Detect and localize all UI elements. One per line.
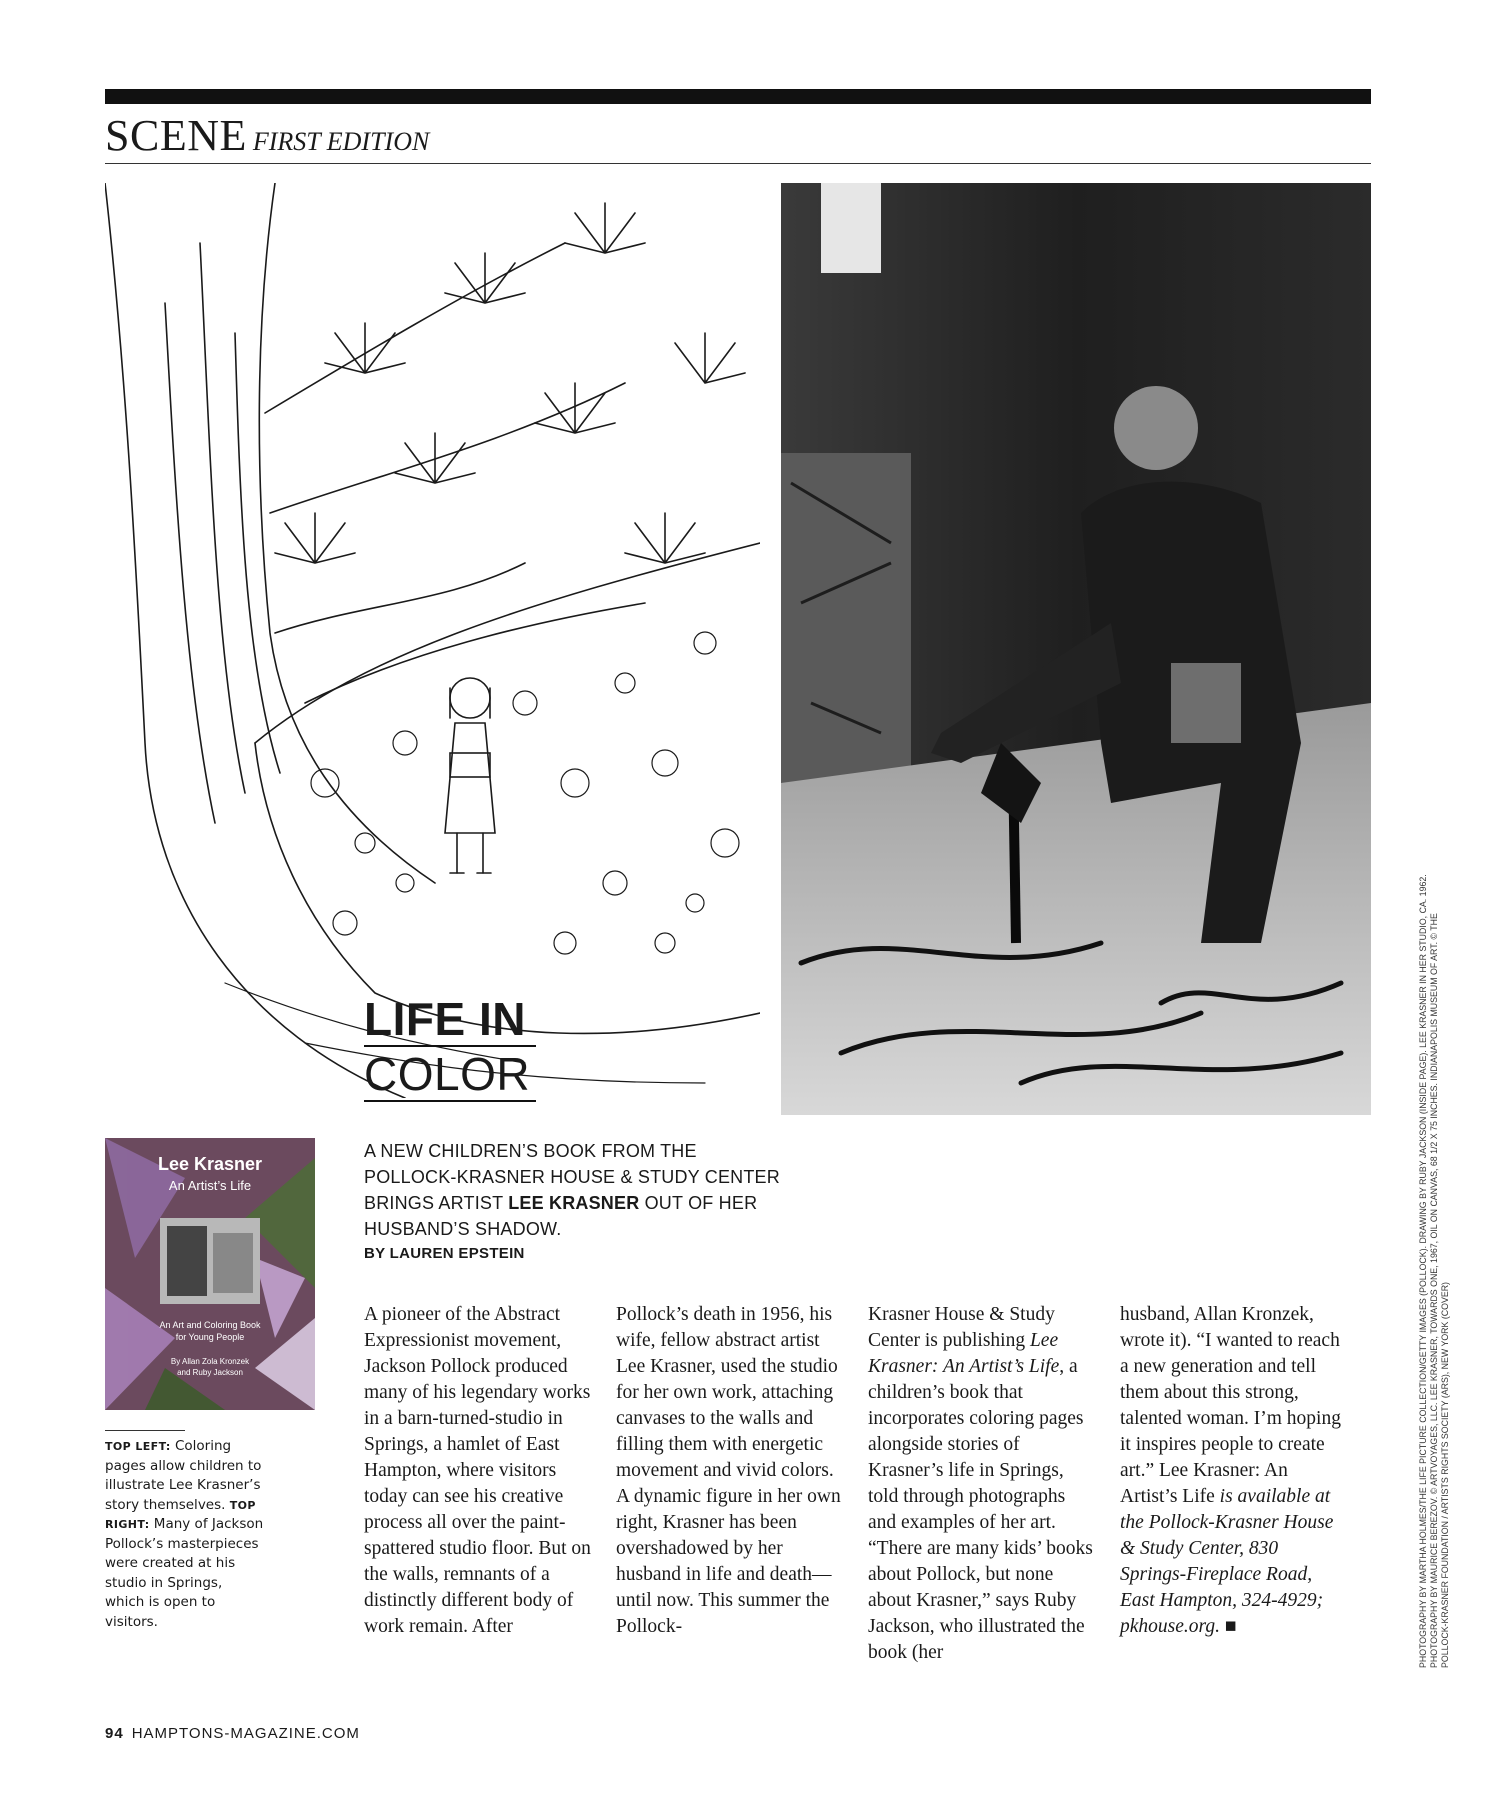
- caption-text-top-right: Many of Jackson Pollock’s masterpieces were created at his studio in Springs, which is open to visitors.: [105, 1516, 264, 1630]
- body-column-3-text-a: Krasner House & Study Center is publishing: [868, 1304, 1055, 1351]
- body-column-1: A pioneer of the Abstract Expressionist movement, Jackson Pollock produced many of his legendary works in a barn-turned-studio in Springs, a hamlet of East Hampton, where visitors today can see his creative process all over the paintspattered studio floor. But on the walls, remnants of a distinctly different body of work remain. After: [364, 1304, 591, 1637]
- photo-credit: PHOTOGRAPHY BY MARTHA HOLMES/THE LIFE PICTURE COLLECTION/GETTY IMAGES (POLLOCK). DRAWING BY RUBY JACKSON (INSIDE PAGE). LEE KRASNER IN HER STUDIO, CA. 1962. PHOTOGRAPHY BY MAURICE BEREZOV. © ARTVOYAGES, LLC. LEE KRASNER, TOWARDS ONE, 1967, OIL ON CANVAS, 68 1/2 X 75 INCHES. INDIANAPOLIS MUSEUM OF ART. © THE POLLOCK-KRASNER FOUNDATION / ARTISTS RIGHTS SOCIETY (ARS), NEW YORK (COVER): [1418, 874, 1450, 1668]
- book-cover-image: [105, 1138, 315, 1410]
- dek-part2: OUT OF HER HUSBAND’S SHADOW.: [364, 1193, 758, 1239]
- page-number: 94: [105, 1725, 124, 1742]
- top-rule-bar: [105, 89, 1371, 104]
- availability-info: is available at the Pollock-Krasner House & Study Center, 830 Springs-Fireplace Road, East Hampton, 324-4929; pkhouse.org.: [1120, 1486, 1334, 1637]
- headline-line2: COLOR: [364, 1048, 531, 1100]
- page-footer: [105, 1725, 360, 1742]
- cover-title-1: Lee Krasner: [157, 1154, 263, 1174]
- dek-part1: A NEW CHILDREN’S BOOK FROM THE POLLOCK-KRASNER HOUSE & STUDY CENTER BRINGS ARTIST: [364, 1141, 780, 1213]
- dek-name: LEE KRASNER: [508, 1193, 640, 1213]
- cover-subtitle-1: An Art and Coloring Book: [159, 1320, 261, 1330]
- end-mark: ■: [1224, 1616, 1237, 1637]
- article-dek: [364, 1138, 784, 1242]
- body-column-4: [1120, 1302, 1348, 1640]
- caption-label-top-right: TOP RIGHT:: [105, 1498, 256, 1531]
- header-rule: [105, 163, 1371, 164]
- body-column-3-text-b: , a children’s book that incorporates coloring pages alongside stories of Krasner’s life in Springs, told through photographs and examples of her art. “There are many kids’ books about Pollock, but none about Krasner,” says Ruby Jackson, who illustrated the book (her: [868, 1356, 1093, 1663]
- caption-rule: [105, 1430, 185, 1431]
- coloring-page-illustration: [105, 183, 760, 1098]
- body-column-3: [868, 1302, 1096, 1666]
- photo-caption: [105, 1437, 265, 1632]
- footer-site: HAMPTONS-MAGAZINE.COM: [131, 1725, 360, 1742]
- cover-title-2: An Artist’s Life: [168, 1178, 252, 1193]
- headline-rule-bottom: [364, 1100, 536, 1102]
- section-title: SCENE: [105, 111, 247, 160]
- cover-author-2: and Ruby Jackson: [177, 1368, 243, 1377]
- section-subtitle: FIRST EDITION: [252, 127, 430, 156]
- section-header: [105, 110, 429, 161]
- headline: [364, 993, 536, 1102]
- body-column-2: Pollock’s death in 1956, his wife, fellow abstract artist Lee Krasner, used the studio for her own work, attaching canvases to the walls and filling them with energetic movement and vivid colors. A dynamic figure in her own right, Krasner has been overshadowed by her husband in life and death—until now. This summer the Pollock-: [616, 1304, 841, 1637]
- cover-author-1: By Allan Zola Kronzek: [170, 1357, 250, 1366]
- pollock-studio-photo: [781, 183, 1371, 1115]
- body-column-4-text: husband, Allan Kronzek, wrote it). “I wanted to reach a new generation and tell them about this strong, talented woman. I’m hoping it inspires people to create art.” Lee Krasner: An Artist’s Life: [1120, 1304, 1341, 1507]
- headline-rule: [364, 1045, 536, 1047]
- cover-subtitle-2: for Young People: [175, 1332, 245, 1342]
- byline: BY LAUREN EPSTEIN: [364, 1245, 525, 1262]
- caption-label-top-left: TOP LEFT:: [105, 1440, 171, 1453]
- caption-text-top-left: Coloring pages allow children to illustrate Lee Krasner’s story themselves.: [105, 1438, 262, 1513]
- book-title: Lee Krasner: An Artist’s Life: [868, 1330, 1060, 1377]
- headline-line1: LIFE IN: [364, 993, 526, 1045]
